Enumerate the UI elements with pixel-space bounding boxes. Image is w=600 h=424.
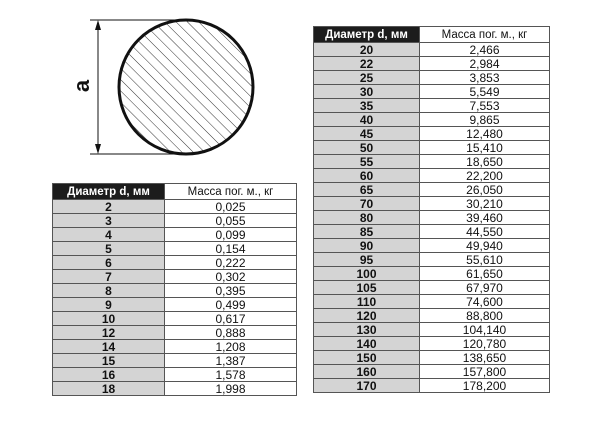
mass-cell: 7,553	[420, 99, 550, 113]
diameter-cell: 110	[314, 295, 420, 309]
table-row	[53, 228, 297, 242]
diameter-cell: 50	[314, 141, 420, 155]
diameter-cell: 120	[314, 309, 420, 323]
table-row	[53, 214, 297, 228]
table-row	[314, 281, 550, 295]
table-row	[53, 326, 297, 340]
diameter-cell: 10	[53, 312, 165, 326]
mass-cell: 0,617	[165, 312, 297, 326]
table-row	[314, 197, 550, 211]
table-row	[314, 253, 550, 267]
arrow-top	[95, 20, 101, 30]
table-row	[53, 270, 297, 284]
diameter-cell: 90	[314, 239, 420, 253]
table-row	[314, 43, 550, 57]
diameter-cell: 25	[314, 71, 420, 85]
table-row	[314, 71, 550, 85]
mass-cell: 9,865	[420, 113, 550, 127]
mass-cell: 157,800	[420, 365, 550, 379]
dimension-label: a	[69, 79, 94, 93]
table-row	[314, 351, 550, 365]
diameter-cell: 18	[53, 382, 165, 396]
diameter-cell: 105	[314, 281, 420, 295]
table-row	[314, 169, 550, 183]
mass-cell: 61,650	[420, 267, 550, 281]
mass-cell: 30,210	[420, 197, 550, 211]
mass-cell: 74,600	[420, 295, 550, 309]
mass-cell: 26,050	[420, 183, 550, 197]
mass-cell: 2,466	[420, 43, 550, 57]
mass-cell: 120,780	[420, 337, 550, 351]
table-row	[314, 239, 550, 253]
table-row	[53, 312, 297, 326]
mass-cell: 88,800	[420, 309, 550, 323]
diameter-cell: 100	[314, 267, 420, 281]
mass-cell: 1,998	[165, 382, 297, 396]
mass-cell: 0,302	[165, 270, 297, 284]
mass-cell: 0,499	[165, 298, 297, 312]
diameter-cell: 80	[314, 211, 420, 225]
diameter-cell: 170	[314, 379, 420, 393]
cross-section-drawing	[70, 18, 260, 168]
mass-cell: 1,578	[165, 368, 297, 382]
table-header-row	[314, 27, 550, 43]
mass-cell: 0,222	[165, 256, 297, 270]
table-row	[314, 309, 550, 323]
diameter-cell: 70	[314, 197, 420, 211]
diameter-cell: 7	[53, 270, 165, 284]
table-row	[53, 368, 297, 382]
diameter-cell: 9	[53, 298, 165, 312]
header-diameter: Диаметр d, мм	[53, 184, 165, 200]
mass-cell: 15,410	[420, 141, 550, 155]
header-mass: Масса пог. м., кг	[165, 184, 297, 200]
mass-cell: 0,099	[165, 228, 297, 242]
table-row	[314, 127, 550, 141]
mass-cell: 3,853	[420, 71, 550, 85]
table-row	[314, 323, 550, 337]
mass-cell: 39,460	[420, 211, 550, 225]
table-row	[53, 354, 297, 368]
table-header-row	[53, 184, 297, 200]
mass-cell: 178,200	[420, 379, 550, 393]
diameter-cell: 8	[53, 284, 165, 298]
mass-cell: 12,480	[420, 127, 550, 141]
table-row	[314, 99, 550, 113]
table-row	[314, 337, 550, 351]
diameter-cell: 150	[314, 351, 420, 365]
table-row	[314, 225, 550, 239]
diameter-cell: 160	[314, 365, 420, 379]
mass-cell: 0,055	[165, 214, 297, 228]
diameter-cell: 15	[53, 354, 165, 368]
diameter-cell: 45	[314, 127, 420, 141]
diameter-cell: 2	[53, 200, 165, 214]
table-row	[53, 242, 297, 256]
mass-cell: 44,550	[420, 225, 550, 239]
table-row	[314, 141, 550, 155]
mass-cell: 55,610	[420, 253, 550, 267]
table-row	[314, 267, 550, 281]
header-diameter: Диаметр d, мм	[314, 27, 420, 43]
table-row	[314, 365, 550, 379]
mass-cell: 0,888	[165, 326, 297, 340]
diameter-cell: 85	[314, 225, 420, 239]
mass-cell: 5,549	[420, 85, 550, 99]
round-bar-diagram	[70, 18, 260, 168]
mass-cell: 0,025	[165, 200, 297, 214]
table-row	[53, 284, 297, 298]
diameter-cell: 40	[314, 113, 420, 127]
header-mass: Масса пог. м., кг	[420, 27, 550, 43]
mass-cell: 0,395	[165, 284, 297, 298]
mass-cell: 22,200	[420, 169, 550, 183]
diameter-cell: 22	[314, 57, 420, 71]
mass-cell: 18,650	[420, 155, 550, 169]
mass-cell: 1,387	[165, 354, 297, 368]
mass-cell: 104,140	[420, 323, 550, 337]
diameter-cell: 5	[53, 242, 165, 256]
mass-cell: 49,940	[420, 239, 550, 253]
diameter-cell: 65	[314, 183, 420, 197]
diameter-cell: 30	[314, 85, 420, 99]
diameter-cell: 35	[314, 99, 420, 113]
diameter-cell: 6	[53, 256, 165, 270]
table-row	[314, 211, 550, 225]
diameter-cell: 20	[314, 43, 420, 57]
table-body	[53, 200, 297, 396]
diameter-cell: 130	[314, 323, 420, 337]
table-row	[314, 113, 550, 127]
mass-cell: 138,650	[420, 351, 550, 365]
weight-table-small	[52, 183, 297, 396]
diameter-cell: 12	[53, 326, 165, 340]
table-row	[314, 183, 550, 197]
table-row	[314, 379, 550, 393]
table-row	[53, 200, 297, 214]
diameter-cell: 4	[53, 228, 165, 242]
diameter-cell: 55	[314, 155, 420, 169]
table-row	[53, 340, 297, 354]
diameter-cell: 140	[314, 337, 420, 351]
table-row	[314, 57, 550, 71]
mass-cell: 67,970	[420, 281, 550, 295]
table-row	[53, 298, 297, 312]
table-body	[314, 43, 550, 393]
diameter-cell: 3	[53, 214, 165, 228]
diameter-cell: 16	[53, 368, 165, 382]
table-row	[314, 155, 550, 169]
table-row	[314, 85, 550, 99]
mass-cell: 0,154	[165, 242, 297, 256]
diameter-cell: 60	[314, 169, 420, 183]
table-row	[314, 295, 550, 309]
weight-table-large	[313, 26, 550, 393]
table-row	[53, 382, 297, 396]
table-row	[53, 256, 297, 270]
mass-cell: 2,984	[420, 57, 550, 71]
diameter-cell: 95	[314, 253, 420, 267]
diameter-cell: 14	[53, 340, 165, 354]
mass-cell: 1,208	[165, 340, 297, 354]
arrow-bottom	[95, 144, 101, 154]
